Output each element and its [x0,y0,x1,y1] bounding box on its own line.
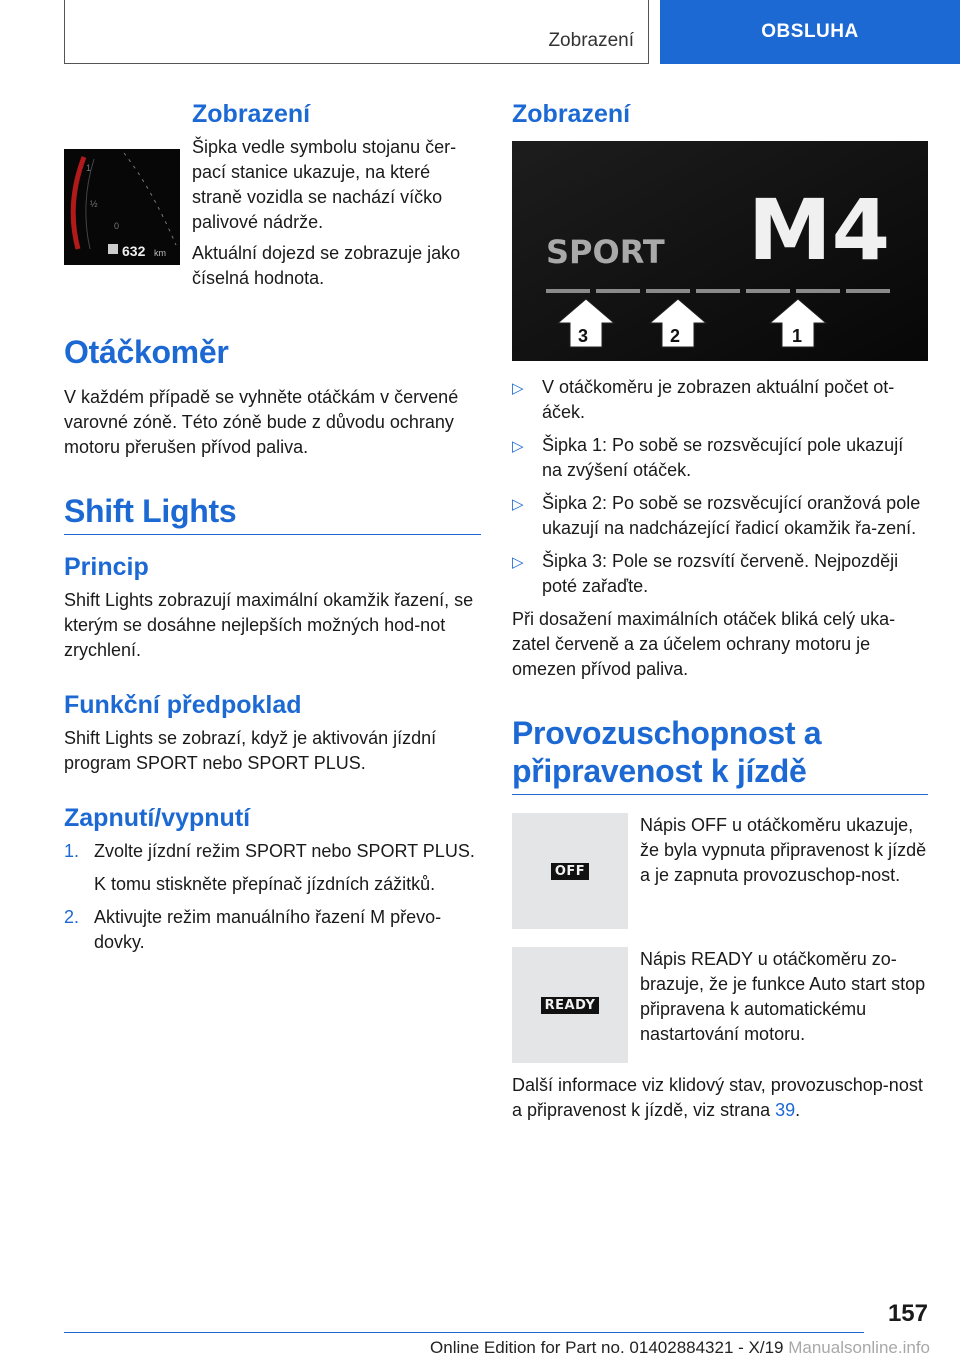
arrow-label-1: 1 [792,326,803,346]
triangle-bullet-icon: ▷ [512,496,524,513]
rpm-paragraph: V každém případě se vyhněte otáčkám v červené varovné zóně. Této zóně bude z důvodu ochrany motoru přerušen přívod paliva. [64,387,459,457]
bullet-item [512,491,928,541]
step-subtext: K tomu stiskněte přepínač jízdních zážitků. [94,874,436,894]
step-item [64,839,481,897]
bullet-text: Šipka 2: Po sobě se rozsvěcující oranžová pole ukazují na nadcházející řadicí okamžik řa-zení. [542,493,921,538]
page-number: 157 [887,1300,928,1327]
principle-heading: Princip [64,553,149,581]
bullet-text: Šipka 1: Po sobě se rozsvěcující pole ukazují na zvýšení otáček. [542,435,904,480]
ready-block [512,947,928,1073]
shift-lights-graphic [512,141,928,361]
footer-edition: Online Edition for Part no. 01402884321 - X/19 [430,1338,784,1357]
triangle-bullet-icon: ▷ [512,438,524,455]
header-chapter-tab: OBSLUHA [660,0,960,64]
step-number: 1. [64,841,80,861]
shift-lights-heading: Shift Lights [64,492,481,535]
triangle-bullet-icon: ▷ [512,554,524,571]
display-heading: Zobrazení [512,100,631,128]
gear-indicator: M4 [748,181,891,279]
arrow-label-3: 3 [578,326,589,346]
ready-indicator-image [512,947,628,1063]
gauge-mark-empty: 0 [114,221,120,231]
fuel-section [64,100,481,297]
readiness-heading: Provozuschopnost a připravenost k jízdě [512,714,928,795]
triangle-bullet-icon: ▷ [512,380,524,397]
footer-watermark: Manualsonline.info [788,1338,930,1357]
rpm-heading: Otáčkoměr [64,334,229,370]
off-label: OFF [551,863,589,880]
principle-paragraph: Shift Lights zobrazují maximální okamžik řazení, se kterým se dosáhne nejlepších možných hod-not zrychlení. [64,590,474,660]
bullet-text: V otáčkoměru je zobrazen aktuální počet ot-áček. [542,377,895,422]
fuel-range-value: 632 [122,243,146,259]
sport-mode-label: SPORT [546,233,665,271]
more-info-paragraph [512,1073,928,1123]
more-info-end: . [795,1100,801,1120]
requirement-paragraph: Shift Lights se zobrazí, když je aktivován jízdní program SPORT nebo SPORT PLUS. [64,728,437,773]
step-number: 2. [64,907,80,927]
right-column [512,100,928,1129]
gauge-mark-full: 1 [86,163,92,173]
display-bullets [512,375,928,599]
fuel-paragraph-2: Aktuální dojezd se zobrazuje jako číselná hodnota. [192,243,461,288]
off-block [512,813,928,939]
bullet-text: Šipka 3: Pole se rozsvítí červeně. Nejpozději poté zařaďte. [542,551,899,596]
page-reference-link[interactable]: 39 [775,1100,796,1120]
display-paragraph: Při dosažení maximálních otáček bliká celý uka-zatel červeně a za účelem ochrany motoru je omezen přívod paliva. [512,609,896,679]
gauge-mark-half: ½ [90,199,98,209]
arrow-label-2: 2 [670,326,681,346]
step-item [64,905,481,955]
onoff-steps [64,839,481,955]
off-description: Nápis OFF u otáčkoměru ukazuje, že byla vypnuta připravenost k jízdě a je zapnuta provozuschop-nost. [640,815,927,885]
ready-label: READY [541,997,600,1014]
step-text: Zvolte jízdní režim SPORT nebo SPORT PLUS. [94,841,475,861]
shift-lights-image [512,141,928,361]
header-box [64,0,649,64]
bullet-item [512,433,928,483]
bullet-item [512,375,928,425]
footer [230,1338,930,1358]
fuel-range-unit: km [154,248,166,258]
more-info-text: Další informace viz klidový stav, provozuschop-nost a připravenost k jízdě, viz strana [512,1075,923,1120]
header-section-title: Zobrazení [548,30,634,51]
left-column [64,100,481,963]
bullet-item [512,549,928,599]
off-indicator-image [512,813,628,929]
footer-divider [64,1332,864,1333]
onoff-heading: Zapnutí/vypnutí [64,804,251,832]
ready-description: Nápis READY u otáčkoměru zo-brazuje, že je funkce Auto start stop připravena k automatickému nastartování motoru. [640,949,926,1044]
fuel-heading: Zobrazení [192,100,311,128]
fuel-gauge-graphic [64,149,180,265]
fuel-paragraph-1: Šipka vedle symbolu stojanu čer-pací stanice ukazuje, na které straně vozidla se nachází víčko palivové nádrže. [192,137,457,232]
step-text: Aktivujte režim manuálního řazení M převo-dovky. [94,907,442,952]
fuel-gauge-image [64,149,180,265]
requirement-heading: Funkční předpoklad [64,691,302,719]
